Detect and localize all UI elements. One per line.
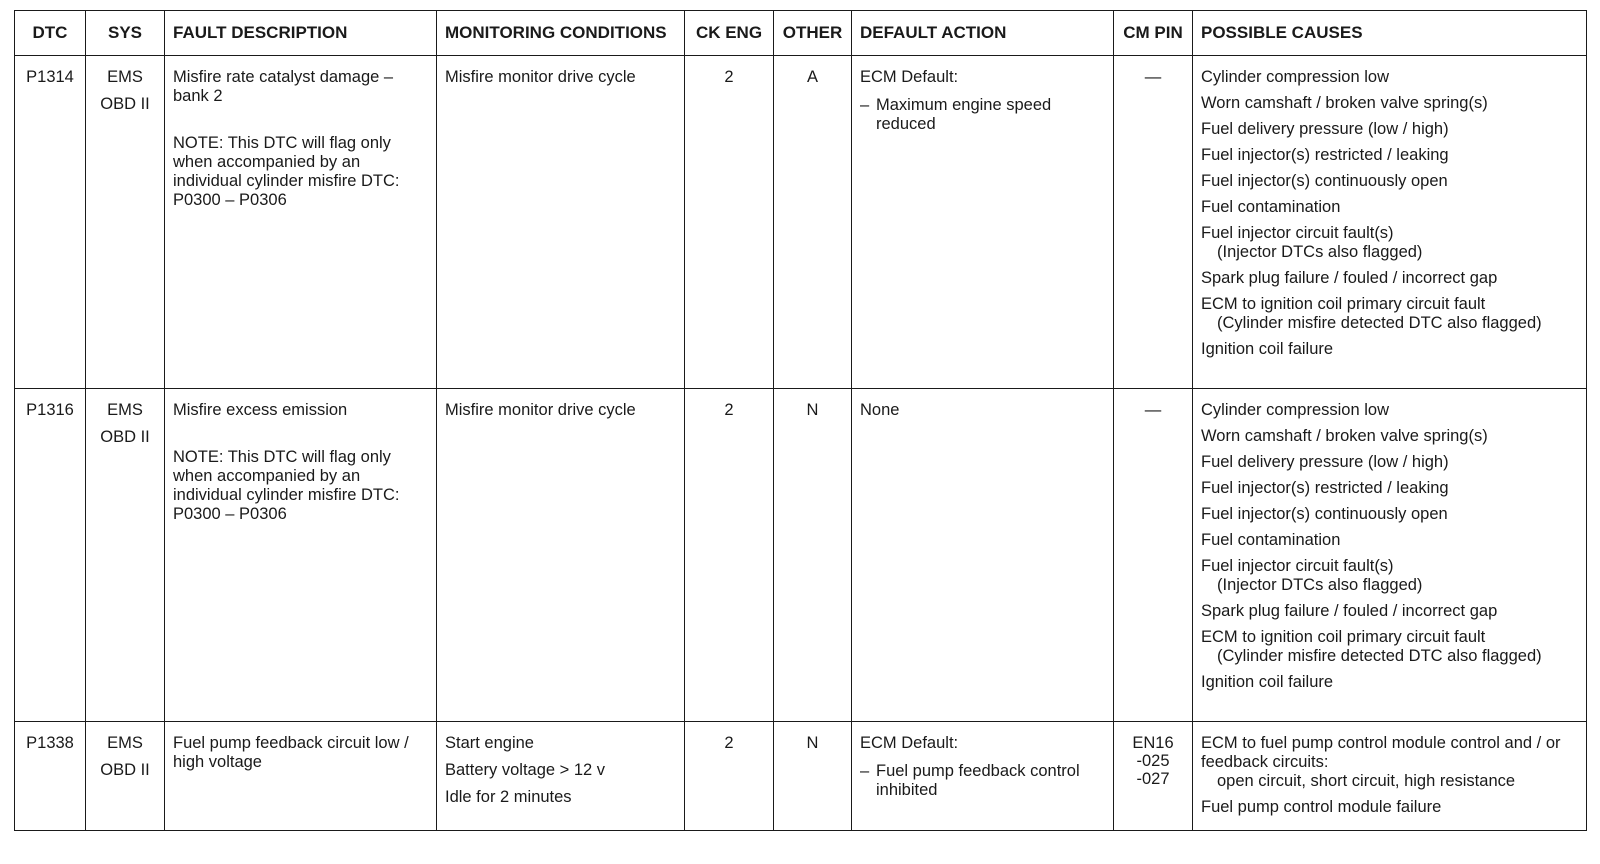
header-possible-causes: POSSIBLE CAUSES — [1193, 11, 1587, 56]
possible-cause — [1201, 94, 1578, 113]
possible-cause-text: Fuel injector(s) restricted / leaking — [1201, 479, 1449, 497]
sys-label: EMS — [107, 68, 143, 86]
cm-pin-cell — [1114, 389, 1193, 722]
fault-description: Fuel pump feedback circuit low / high voltage — [173, 734, 409, 771]
possible-causes-cell — [1193, 722, 1587, 831]
possible-cause-text: Spark plug failure / fouled / incorrect gap — [1201, 602, 1498, 620]
monitoring-condition: Misfire monitor drive cycle — [445, 401, 636, 419]
ck-eng-value: 2 — [685, 722, 774, 831]
monitoring-condition: Idle for 2 minutes — [445, 788, 572, 806]
header-default-action: DEFAULT ACTION — [852, 11, 1114, 56]
monitoring-condition: Start engine — [445, 734, 534, 752]
possible-cause-text: Ignition coil failure — [1201, 673, 1334, 691]
header-other: OTHER — [774, 11, 852, 56]
dtc-table — [14, 10, 1587, 831]
possible-cause-text: ECM to ignition coil primary circuit fault — [1201, 295, 1486, 313]
table-row — [15, 389, 1587, 722]
fault-note: NOTE: This DTC will flag only when accompanied by an individual cylinder misfire DTC: P0300 – P0306 — [173, 134, 400, 209]
possible-cause — [1201, 224, 1578, 262]
possible-cause-text: Fuel contamination — [1201, 531, 1341, 549]
possible-cause — [1201, 628, 1578, 666]
fault-description-cell — [165, 722, 437, 831]
default-action-item — [860, 762, 1105, 800]
header-fault-description: FAULT DESCRIPTION — [165, 11, 437, 56]
monitoring-conditions-cell — [437, 722, 685, 831]
possible-causes-cell — [1193, 389, 1587, 722]
possible-cause-text: Worn camshaft / broken valve spring(s) — [1201, 94, 1488, 112]
default-action-heading: None — [860, 401, 900, 419]
header-monitoring-conditions: MONITORING CONDITIONS — [437, 11, 685, 56]
default-action-cell — [852, 389, 1114, 722]
monitoring-conditions-cell — [437, 389, 685, 722]
possible-cause-text: Fuel injector(s) continuously open — [1201, 505, 1448, 523]
ck-eng-value: 2 — [685, 389, 774, 722]
possible-cause-detail: (Cylinder misfire detected DTC also flagged) — [1217, 314, 1542, 332]
ck-eng-value: 2 — [685, 56, 774, 389]
possible-cause — [1201, 269, 1578, 288]
possible-cause-detail: (Injector DTCs also flagged) — [1217, 576, 1423, 594]
fault-description: Misfire rate catalyst damage – bank 2 — [173, 68, 394, 105]
fault-note: NOTE: This DTC will flag only when accompanied by an individual cylinder misfire DTC: P0300 – P0306 — [173, 448, 400, 523]
possible-cause — [1201, 531, 1578, 550]
possible-cause — [1201, 427, 1578, 446]
cm-pin-value: -027 — [1136, 770, 1170, 788]
possible-cause — [1201, 401, 1578, 420]
other-value: A — [774, 56, 852, 389]
header-row — [15, 11, 1587, 56]
possible-cause-detail: open circuit, short circuit, high resistance — [1217, 772, 1516, 790]
default-action-text: Fuel pump feedback control inhibited — [876, 762, 1080, 799]
possible-cause — [1201, 172, 1578, 191]
possible-cause-text: Fuel injector circuit fault(s) — [1201, 557, 1394, 575]
possible-cause-text: Spark plug failure / fouled / incorrect gap — [1201, 269, 1498, 287]
cm-pin-value: — — [1144, 401, 1162, 419]
sys-cell — [86, 722, 165, 831]
possible-cause — [1201, 453, 1578, 472]
header-sys: SYS — [86, 11, 165, 56]
table-row — [15, 722, 1587, 831]
possible-cause-text: Fuel injector circuit fault(s) — [1201, 224, 1394, 242]
monitoring-condition: Misfire monitor drive cycle — [445, 68, 636, 86]
possible-cause-text: ECM to fuel pump control module control and / or feedback circuits: — [1201, 734, 1561, 771]
cm-pin-value: — — [1144, 68, 1162, 86]
dtc-code: P1314 — [15, 56, 86, 389]
monitoring-condition: Battery voltage > 12 v — [445, 761, 606, 779]
dash-bullet: – — [860, 762, 870, 780]
possible-cause — [1201, 505, 1578, 524]
possible-cause — [1201, 295, 1578, 333]
possible-cause — [1201, 68, 1578, 87]
table-row — [15, 56, 1587, 389]
possible-cause — [1201, 120, 1578, 139]
sys-cell — [86, 389, 165, 722]
possible-cause — [1201, 734, 1578, 791]
possible-cause — [1201, 198, 1578, 217]
other-value: N — [774, 722, 852, 831]
possible-cause-text: Ignition coil failure — [1201, 340, 1334, 358]
monitoring-conditions-cell — [437, 56, 685, 389]
sys-cell — [86, 56, 165, 389]
possible-cause-text: Fuel delivery pressure (low / high) — [1201, 453, 1449, 471]
possible-cause-text: Fuel pump control module failure — [1201, 798, 1442, 816]
possible-cause-text: Fuel delivery pressure (low / high) — [1201, 120, 1449, 138]
default-action-text: Maximum engine speed reduced — [876, 96, 1052, 133]
possible-cause — [1201, 602, 1578, 621]
sys-label: OBD II — [100, 428, 150, 446]
sys-label: OBD II — [100, 95, 150, 113]
possible-cause-text: Cylinder compression low — [1201, 68, 1389, 86]
cm-pin-cell — [1114, 56, 1193, 389]
default-action-heading: ECM Default: — [860, 734, 959, 752]
dash-bullet: – — [860, 96, 870, 114]
possible-cause-detail: (Injector DTCs also flagged) — [1217, 243, 1423, 261]
header-dtc: DTC — [15, 11, 86, 56]
possible-causes-cell — [1193, 56, 1587, 389]
possible-cause-text: Worn camshaft / broken valve spring(s) — [1201, 427, 1488, 445]
default-action-cell — [852, 56, 1114, 389]
default-action-heading: ECM Default: — [860, 68, 959, 86]
dtc-code: P1316 — [15, 389, 86, 722]
possible-cause — [1201, 340, 1578, 359]
possible-cause-text: Fuel injector(s) continuously open — [1201, 172, 1448, 190]
possible-cause — [1201, 479, 1578, 498]
possible-cause — [1201, 557, 1578, 595]
other-value: N — [774, 389, 852, 722]
cm-pin-cell — [1114, 722, 1193, 831]
possible-cause-text: Cylinder compression low — [1201, 401, 1389, 419]
fault-description: Misfire excess emission — [173, 401, 348, 419]
fault-description-cell — [165, 56, 437, 389]
cm-pin-value: EN16 — [1132, 734, 1174, 752]
dtc-code: P1338 — [15, 722, 86, 831]
fault-description-cell — [165, 389, 437, 722]
default-action-cell — [852, 722, 1114, 831]
possible-cause — [1201, 798, 1578, 817]
possible-cause-text: Fuel contamination — [1201, 198, 1341, 216]
sys-label: EMS — [107, 401, 143, 419]
sys-label: OBD II — [100, 761, 150, 779]
possible-cause-text: Fuel injector(s) restricted / leaking — [1201, 146, 1449, 164]
possible-cause-text: ECM to ignition coil primary circuit fault — [1201, 628, 1486, 646]
possible-cause-detail: (Cylinder misfire detected DTC also flagged) — [1217, 647, 1542, 665]
default-action-item — [860, 96, 1105, 134]
possible-cause — [1201, 673, 1578, 692]
header-ck-eng: CK ENG — [685, 11, 774, 56]
possible-cause — [1201, 146, 1578, 165]
cm-pin-value: -025 — [1136, 752, 1170, 770]
header-cm-pin: CM PIN — [1114, 11, 1193, 56]
sys-label: EMS — [107, 734, 143, 752]
